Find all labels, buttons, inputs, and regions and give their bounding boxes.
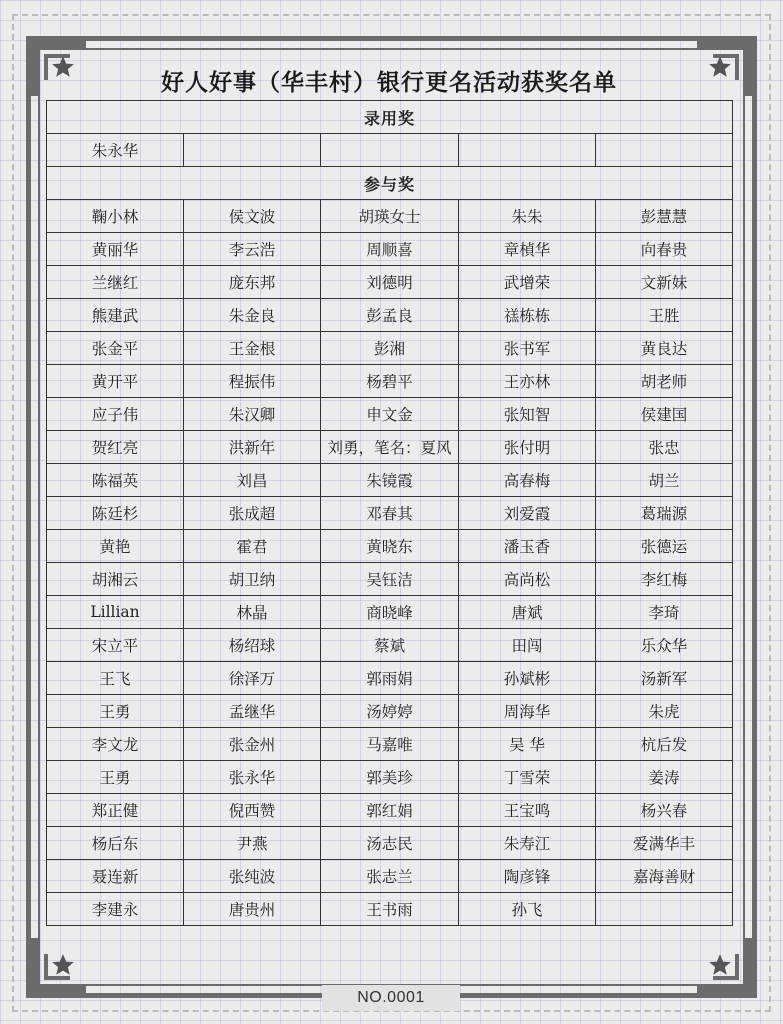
name-cell: 杨兴春 [596,794,733,827]
table-row [47,464,733,497]
name-cell: 潘玉香 [459,530,596,563]
name-cell: 贺红亮 [47,431,184,464]
name-cell: 胡卫纳 [184,563,321,596]
name-cell: 彭慧慧 [596,200,733,233]
table-row [47,695,733,728]
table-row [47,629,733,662]
table-row [47,365,733,398]
name-cell: 程振伟 [184,365,321,398]
name-cell: 文新妹 [596,266,733,299]
name-cell: 侯文波 [184,200,321,233]
name-cell: 王胜 [596,299,733,332]
table-row [47,728,733,761]
table-row [47,497,733,530]
name-cell: 唐斌 [459,596,596,629]
name-cell: 葛瑞源 [596,497,733,530]
table-row [47,662,733,695]
table-row [47,563,733,596]
name-cell: 高尚松 [459,563,596,596]
table-row [47,134,733,167]
table-row [47,827,733,860]
name-cell: 马嘉唯 [321,728,459,761]
name-cell: 向春贵 [596,233,733,266]
name-cell: 王勇 [47,695,184,728]
name-cell: 张忠 [596,431,733,464]
name-cell: 王宝鸣 [459,794,596,827]
section-header-row [47,101,733,134]
name-cell: 胡兰 [596,464,733,497]
name-cell: 徐泽万 [184,662,321,695]
name-cell: 朱金良 [184,299,321,332]
name-cell: 侯建国 [596,398,733,431]
name-cell: 周海华 [459,695,596,728]
name-cell: 唐贵州 [184,893,321,926]
name-cell: 杨碧平 [321,365,459,398]
name-cell: 林晶 [184,596,321,629]
name-cell: 熊建武 [47,299,184,332]
name-cell: 王勇 [47,761,184,794]
name-cell: 高春梅 [459,464,596,497]
name-cell [321,134,459,167]
name-cell: 张金平 [47,332,184,365]
star-icon [707,952,733,978]
name-cell: 黄开平 [47,365,184,398]
section-heading-participation: 参与奖 [47,167,733,200]
name-cell: 李琦 [596,596,733,629]
name-cell: 杭后发 [596,728,733,761]
name-cell: 张永华 [184,761,321,794]
table-row [47,761,733,794]
name-cell: 黄良达 [596,332,733,365]
name-cell: 倪西赞 [184,794,321,827]
name-cell: Lillian [47,596,184,629]
table-row [47,860,733,893]
name-cell: 杨绍球 [184,629,321,662]
table-row [47,794,733,827]
name-cell: 商晓峰 [321,596,459,629]
table-row [47,200,733,233]
name-cell: 郭红娟 [321,794,459,827]
name-cell: 嘉海善财 [596,860,733,893]
table-row [47,893,733,926]
name-cell: 张付明 [459,431,596,464]
name-cell: 孙飞 [459,893,596,926]
name-cell: 刘勇，笔名：夏风 [321,431,459,464]
name-cell: 洪新年 [184,431,321,464]
name-cell: 王飞 [47,662,184,695]
name-cell: 姜涛 [596,761,733,794]
name-cell: 李文龙 [47,728,184,761]
name-cell: 胡湘云 [47,563,184,596]
name-cell: 杨后东 [47,827,184,860]
name-cell: 陶彦锋 [459,860,596,893]
name-cell: 张知智 [459,398,596,431]
name-cell: 霍君 [184,530,321,563]
name-cell: 聂连新 [47,860,184,893]
name-cell: 蔡斌 [321,629,459,662]
name-cell: 胡瑛女士 [321,200,459,233]
name-cell: 刘昌 [184,464,321,497]
name-cell: 禚栋栋 [459,299,596,332]
name-cell: 周顺喜 [321,233,459,266]
name-cell: 吴 华 [459,728,596,761]
name-cell: 章楨华 [459,233,596,266]
name-cell: 李云浩 [184,233,321,266]
name-cell: 朱镜霞 [321,464,459,497]
name-cell: 朱虎 [596,695,733,728]
name-cell [459,134,596,167]
name-cell: 郭美珍 [321,761,459,794]
table-row [47,596,733,629]
name-cell: 陈福英 [47,464,184,497]
name-cell: 尹燕 [184,827,321,860]
name-cell: 宋立平 [47,629,184,662]
name-cell: 丁雪荣 [459,761,596,794]
name-cell: 张德运 [596,530,733,563]
table-row [47,431,733,464]
name-cell: 汤新军 [596,662,733,695]
section-header-row [47,167,733,200]
name-cell: 郭雨娟 [321,662,459,695]
name-cell [596,134,733,167]
name-cell: 吴钰洁 [321,563,459,596]
star-icon [50,952,76,978]
name-cell: 王亦林 [459,365,596,398]
name-cell: 张金州 [184,728,321,761]
name-cell: 彭孟良 [321,299,459,332]
award-table-body [47,101,733,926]
name-cell [596,893,733,926]
name-cell: 黄晓东 [321,530,459,563]
table-row [47,299,733,332]
name-cell: 刘爱霞 [459,497,596,530]
name-cell: 汤婷婷 [321,695,459,728]
name-cell [184,134,321,167]
name-cell: 王书雨 [321,893,459,926]
name-cell: 张纯波 [184,860,321,893]
name-cell: 朱朱 [459,200,596,233]
table-row [47,233,733,266]
name-cell: 兰继红 [47,266,184,299]
name-cell: 朱汉卿 [184,398,321,431]
section-heading-adopted: 录用奖 [47,101,733,134]
table-row [47,332,733,365]
table-row [47,266,733,299]
name-cell: 汤志民 [321,827,459,860]
name-cell: 朱永华 [47,134,184,167]
name-cell: 孟继华 [184,695,321,728]
name-cell: 邓春其 [321,497,459,530]
name-cell: 黄艳 [47,530,184,563]
name-cell: 鞠小林 [47,200,184,233]
name-cell: 朱寿江 [459,827,596,860]
certificate-number: NO.0001 [322,985,460,1011]
name-cell: 王金根 [184,332,321,365]
page-title: 好人好事（华丰村）银行更名活动获奖名单 [161,69,617,96]
name-cell: 陈廷杉 [47,497,184,530]
name-cell: 李红梅 [596,563,733,596]
name-cell: 张书军 [459,332,596,365]
name-cell: 武增荣 [459,266,596,299]
name-cell: 应子伟 [47,398,184,431]
name-cell: 李建永 [47,893,184,926]
name-cell: 申文金 [321,398,459,431]
award-list-table [46,100,733,926]
name-cell: 乐众华 [596,629,733,662]
name-cell: 黄丽华 [47,233,184,266]
name-cell: 刘德明 [321,266,459,299]
name-cell: 郑正健 [47,794,184,827]
name-cell: 田闯 [459,629,596,662]
name-cell: 胡老师 [596,365,733,398]
name-cell: 庞东邦 [184,266,321,299]
table-row [47,398,733,431]
name-cell: 张成超 [184,497,321,530]
name-cell: 爱满华丰 [596,827,733,860]
name-cell: 孙斌彬 [459,662,596,695]
name-cell: 彭湘 [321,332,459,365]
name-cell: 张志兰 [321,860,459,893]
table-row [47,530,733,563]
